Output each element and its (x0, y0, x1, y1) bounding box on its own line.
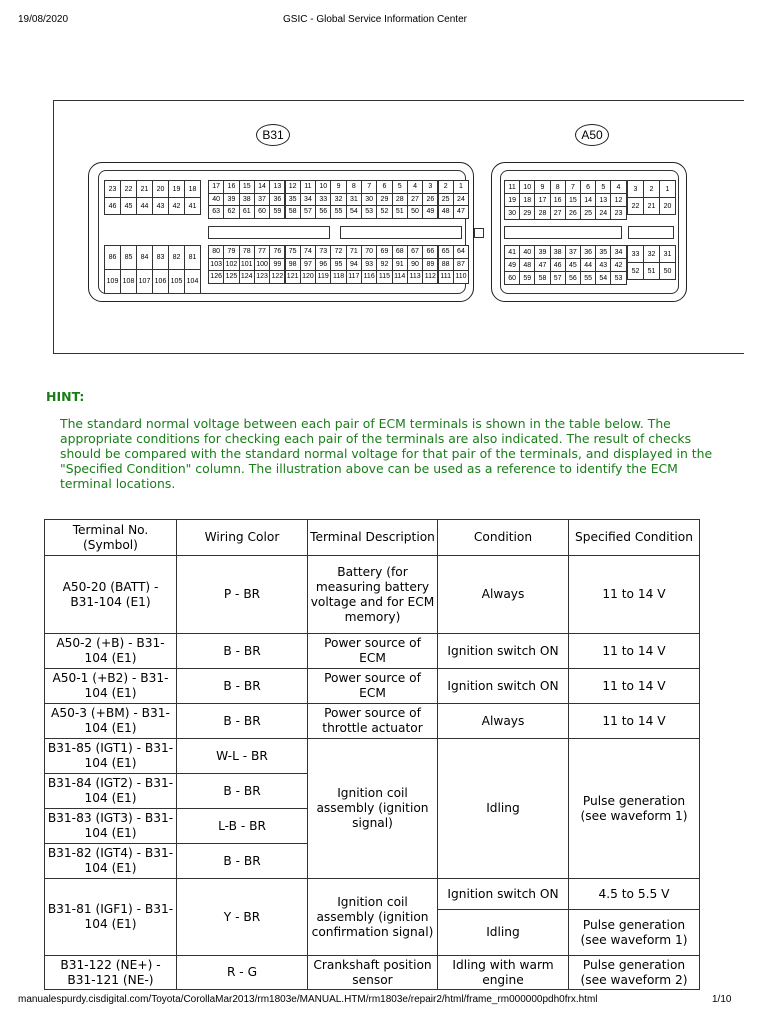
terminal-pin: 28 (534, 206, 550, 220)
terminal-pin: 54 (595, 271, 611, 285)
terminal-pin: 16 (550, 193, 566, 207)
terminal-pin: 114 (392, 270, 408, 284)
b31-key-slot (208, 226, 330, 239)
cell-condition: Ignition switch ON (438, 634, 569, 669)
terminal-pin: 83 (152, 245, 169, 270)
terminal-pin: 13 (595, 193, 611, 207)
terminal-pin: 26 (422, 193, 438, 207)
terminal-pin: 25 (438, 193, 454, 207)
terminal-pin: 95 (330, 258, 346, 272)
terminal-pin: 14 (254, 180, 270, 194)
terminal-pin: 101 (239, 258, 255, 272)
terminal-pin: 44 (136, 197, 153, 215)
terminal-pin: 119 (315, 270, 331, 284)
terminal-pin: 58 (534, 271, 550, 285)
terminal-pin: 92 (376, 258, 392, 272)
terminal-pin: 21 (136, 180, 153, 198)
terminal-pin: 79 (223, 245, 239, 259)
center-key-notch (474, 228, 484, 238)
cell-terminal: B31-85 (IGT1) - B31-104 (E1) (45, 739, 177, 774)
terminal-pin: 15 (565, 193, 581, 207)
terminal-pin: 5 (392, 180, 408, 194)
terminal-pin: 125 (223, 270, 239, 284)
terminal-pin: 70 (361, 245, 377, 259)
terminal-pin: 9 (534, 180, 550, 194)
page-url: manualespurdy.cisdigital.com/Toyota/CorollaMar2013/rm1803e/MANUAL.HTM/rm1803e/repair2/html/frame_rm000000pdh0frx.html (18, 994, 598, 1005)
terminal-pin: 55 (330, 205, 346, 219)
page-number: 1/10 (712, 994, 732, 1005)
b31-key-slot (340, 226, 462, 239)
terminal-pin: 27 (407, 193, 423, 207)
terminal-pin: 86 (104, 245, 121, 270)
terminal-pin: 98 (285, 258, 301, 272)
terminal-pin: 80 (208, 245, 224, 259)
terminal-pin: 44 (580, 258, 596, 272)
terminal-pin: 122 (269, 270, 285, 284)
terminal-pin: 116 (361, 270, 377, 284)
terminal-pin: 19 (168, 180, 185, 198)
terminal-pin: 33 (627, 245, 644, 263)
cell-spec: 11 to 14 V (569, 704, 700, 739)
terminal-pin: 105 (168, 269, 185, 294)
terminal-pin: 51 (643, 262, 660, 280)
cell-terminal: A50-20 (BATT) - B31-104 (E1) (45, 556, 177, 634)
terminal-pin: 57 (300, 205, 316, 219)
terminal-pin: 104 (184, 269, 201, 294)
terminal-pin: 40 (208, 193, 224, 207)
terminal-pin: 109 (104, 269, 121, 294)
terminal-pin: 21 (643, 197, 660, 215)
terminal-pin: 73 (315, 245, 331, 259)
terminal-pin: 121 (285, 270, 301, 284)
terminal-pin: 18 (184, 180, 201, 198)
terminal-pin: 103 (208, 258, 224, 272)
cell-description: Ignition coil assembly (ignition signal) (308, 739, 438, 879)
terminal-pin: 17 (534, 193, 550, 207)
terminal-pin: 84 (136, 245, 153, 270)
terminal-pin: 74 (300, 245, 316, 259)
terminal-pin: 46 (104, 197, 121, 215)
terminal-pin: 96 (315, 258, 331, 272)
print-date: 19/08/2020 (18, 14, 69, 25)
cell-spec: 11 to 14 V (569, 634, 700, 669)
terminal-pin: 91 (392, 258, 408, 272)
cell-color: P - BR (177, 556, 308, 634)
cell-condition: Idling with warm engine (438, 956, 569, 990)
terminal-pin: 52 (627, 262, 644, 280)
terminal-pin: 22 (120, 180, 137, 198)
terminal-pin: 57 (550, 271, 566, 285)
terminal-pin: 93 (361, 258, 377, 272)
terminal-pin: 4 (610, 180, 626, 194)
terminal-pin: 45 (565, 258, 581, 272)
cell-spec: 11 to 14 V (569, 556, 700, 634)
terminal-pin: 47 (453, 205, 469, 219)
terminal-pin: 63 (208, 205, 224, 219)
terminal-pin: 112 (422, 270, 438, 284)
table-row (45, 956, 700, 990)
terminal-pin: 111 (438, 270, 454, 284)
terminal-pin: 14 (580, 193, 596, 207)
cell-color: B - BR (177, 634, 308, 669)
terminal-pin: 30 (361, 193, 377, 207)
terminal-pin: 7 (565, 180, 581, 194)
terminal-pin: 94 (346, 258, 362, 272)
header-wiring-color: Wiring Color (177, 520, 308, 556)
terminal-pin: 59 (519, 271, 535, 285)
ecm-terminal-table (44, 519, 700, 990)
cell-color: B - BR (177, 844, 308, 879)
cell-spec: Pulse generation (see waveform 1) (569, 910, 700, 956)
terminal-pin: 88 (438, 258, 454, 272)
terminal-pin: 32 (330, 193, 346, 207)
hint-text: The standard normal voltage between each pair of ECM terminals is shown in the table below. The appropriate conditions for checking each pair of the terminals are also indicated. The result of checks should be compared with the standard normal voltage for that pair of the terminals, and displayed in the "Specified Condition" column. The illustration above can be used as a reference to identify the ECM terminal locations. (60, 416, 713, 491)
terminal-pin: 99 (269, 258, 285, 272)
terminal-pin: 13 (269, 180, 285, 194)
terminal-pin: 24 (453, 193, 469, 207)
terminal-pin: 69 (376, 245, 392, 259)
terminal-pin: 59 (269, 205, 285, 219)
terminal-pin: 8 (346, 180, 362, 194)
terminal-pin: 66 (422, 245, 438, 259)
terminal-pin: 49 (504, 258, 520, 272)
terminal-pin: 23 (610, 206, 626, 220)
terminal-pin: 48 (519, 258, 535, 272)
terminal-pin: 6 (376, 180, 392, 194)
terminal-pin: 64 (453, 245, 469, 259)
terminal-pin: 29 (376, 193, 392, 207)
terminal-pin: 12 (610, 193, 626, 207)
terminal-pin: 89 (422, 258, 438, 272)
cell-spec: 11 to 14 V (569, 669, 700, 704)
terminal-pin: 78 (239, 245, 255, 259)
terminal-pin: 52 (376, 205, 392, 219)
cell-description: Crankshaft position sensor (308, 956, 438, 990)
cell-description: Ignition coil assembly (ignition confirmation signal) (308, 879, 438, 956)
terminal-pin: 6 (580, 180, 596, 194)
terminal-pin: 41 (504, 245, 520, 259)
terminal-pin: 42 (610, 258, 626, 272)
terminal-pin: 123 (254, 270, 270, 284)
terminal-pin: 102 (223, 258, 239, 272)
terminal-pin: 32 (643, 245, 660, 263)
terminal-pin: 40 (519, 245, 535, 259)
cell-description: Power source of ECM (308, 669, 438, 704)
terminal-pin: 10 (519, 180, 535, 194)
terminal-pin: 3 (422, 180, 438, 194)
cell-condition: Ignition switch ON (438, 879, 569, 910)
terminal-pin: 1 (453, 180, 469, 194)
terminal-pin: 50 (659, 262, 676, 280)
terminal-pin: 51 (392, 205, 408, 219)
terminal-pin: 76 (269, 245, 285, 259)
terminal-pin: 20 (659, 197, 676, 215)
cell-color: R - G (177, 956, 308, 990)
terminal-pin: 118 (330, 270, 346, 284)
terminal-pin: 12 (285, 180, 301, 194)
terminal-pin: 3 (627, 180, 644, 198)
cell-color: B - BR (177, 774, 308, 809)
table-row (45, 556, 700, 634)
connector-label-a50: A50 (575, 124, 609, 146)
terminal-pin: 35 (595, 245, 611, 259)
terminal-pin: 85 (120, 245, 137, 270)
terminal-pin: 29 (519, 206, 535, 220)
table-row (45, 634, 700, 669)
terminal-pin: 67 (407, 245, 423, 259)
terminal-pin: 41 (184, 197, 201, 215)
terminal-pin: 33 (315, 193, 331, 207)
terminal-pin: 117 (346, 270, 362, 284)
terminal-pin: 10 (315, 180, 331, 194)
terminal-pin: 2 (438, 180, 454, 194)
terminal-pin: 43 (595, 258, 611, 272)
terminal-pin: 19 (504, 193, 520, 207)
terminal-pin: 68 (392, 245, 408, 259)
terminal-pin: 55 (580, 271, 596, 285)
terminal-pin: 56 (565, 271, 581, 285)
terminal-pin: 120 (300, 270, 316, 284)
terminal-pin: 62 (223, 205, 239, 219)
terminal-pin: 38 (550, 245, 566, 259)
terminal-pin: 106 (152, 269, 169, 294)
connector-label-b31: B31 (256, 124, 290, 146)
table-row (45, 739, 700, 774)
cell-condition: Always (438, 704, 569, 739)
terminal-pin: 113 (407, 270, 423, 284)
terminal-pin: 72 (330, 245, 346, 259)
terminal-pin: 54 (346, 205, 362, 219)
terminal-pin: 8 (550, 180, 566, 194)
terminal-pin: 60 (254, 205, 270, 219)
terminal-pin: 110 (453, 270, 469, 284)
terminal-pin: 124 (239, 270, 255, 284)
cell-description: Power source of throttle actuator (308, 704, 438, 739)
cell-terminal: B31-82 (IGT4) - B31-104 (E1) (45, 844, 177, 879)
cell-description: Power source of ECM (308, 634, 438, 669)
table-row (45, 669, 700, 704)
terminal-pin: 30 (504, 206, 520, 220)
cell-color: L-B - BR (177, 809, 308, 844)
header-terminal: Terminal No. (Symbol) (45, 520, 177, 556)
terminal-pin: 25 (580, 206, 596, 220)
terminal-pin: 34 (300, 193, 316, 207)
terminal-pin: 31 (659, 245, 676, 263)
terminal-pin: 17 (208, 180, 224, 194)
header-condition: Condition (438, 520, 569, 556)
terminal-pin: 107 (136, 269, 153, 294)
cell-color: W-L - BR (177, 739, 308, 774)
terminal-pin: 81 (184, 245, 201, 270)
table-header-row (45, 520, 700, 556)
terminal-pin: 42 (168, 197, 185, 215)
terminal-pin: 26 (565, 206, 581, 220)
terminal-pin: 7 (361, 180, 377, 194)
cell-terminal: B31-122 (NE+) - B31-121 (NE-) (45, 956, 177, 990)
cell-condition: Idling (438, 739, 569, 879)
terminal-pin: 115 (376, 270, 392, 284)
terminal-pin: 39 (534, 245, 550, 259)
terminal-pin: 97 (300, 258, 316, 272)
terminal-pin: 47 (534, 258, 550, 272)
terminal-pin: 126 (208, 270, 224, 284)
terminal-pin: 35 (285, 193, 301, 207)
header-description: Terminal Description (308, 520, 438, 556)
terminal-pin: 2 (643, 180, 660, 198)
cell-spec: Pulse generation (see waveform 1) (569, 739, 700, 879)
terminal-pin: 90 (407, 258, 423, 272)
terminal-pin: 82 (168, 245, 185, 270)
terminal-pin: 4 (407, 180, 423, 194)
terminal-pin: 53 (610, 271, 626, 285)
terminal-pin: 75 (285, 245, 301, 259)
terminal-pin: 15 (239, 180, 255, 194)
cell-spec: 4.5 to 5.5 V (569, 879, 700, 910)
cell-terminal: A50-2 (+B) - B31-104 (E1) (45, 634, 177, 669)
cell-terminal: B31-84 (IGT2) - B31-104 (E1) (45, 774, 177, 809)
terminal-pin: 38 (239, 193, 255, 207)
table-row (45, 879, 700, 910)
terminal-pin: 87 (453, 258, 469, 272)
terminal-pin: 18 (519, 193, 535, 207)
terminal-pin: 31 (346, 193, 362, 207)
terminal-pin: 24 (595, 206, 611, 220)
cell-condition: Idling (438, 910, 569, 956)
terminal-pin: 48 (438, 205, 454, 219)
terminal-pin: 37 (565, 245, 581, 259)
cell-condition: Ignition switch ON (438, 669, 569, 704)
cell-terminal: B31-83 (IGT3) - B31-104 (E1) (45, 809, 177, 844)
cell-condition: Always (438, 556, 569, 634)
hint-title: HINT: (46, 389, 85, 404)
terminal-pin: 36 (269, 193, 285, 207)
terminal-pin: 61 (239, 205, 255, 219)
terminal-pin: 39 (223, 193, 239, 207)
terminal-pin: 100 (254, 258, 270, 272)
terminal-pin: 49 (422, 205, 438, 219)
terminal-pin: 46 (550, 258, 566, 272)
terminal-pin: 53 (361, 205, 377, 219)
terminal-pin: 71 (346, 245, 362, 259)
terminal-pin: 37 (254, 193, 270, 207)
terminal-pin: 5 (595, 180, 611, 194)
terminal-pin: 23 (104, 180, 121, 198)
terminal-pin: 1 (659, 180, 676, 198)
cell-description: Battery (for measuring battery voltage and for ECM memory) (308, 556, 438, 634)
terminal-pin: 27 (550, 206, 566, 220)
terminal-pin: 65 (438, 245, 454, 259)
terminal-pin: 36 (580, 245, 596, 259)
terminal-pin: 45 (120, 197, 137, 215)
header-specified-condition: Specified Condition (569, 520, 700, 556)
cell-color: B - BR (177, 704, 308, 739)
terminal-pin: 34 (610, 245, 626, 259)
terminal-pin: 108 (120, 269, 137, 294)
table-row (45, 704, 700, 739)
terminal-pin: 58 (285, 205, 301, 219)
cell-terminal: A50-1 (+B2) - B31-104 (E1) (45, 669, 177, 704)
terminal-pin: 56 (315, 205, 331, 219)
cell-terminal: A50-3 (+BM) - B31-104 (E1) (45, 704, 177, 739)
terminal-pin: 11 (300, 180, 316, 194)
terminal-pin: 60 (504, 271, 520, 285)
terminal-pin: 11 (504, 180, 520, 194)
cell-color: Y - BR (177, 879, 308, 956)
a50-key-slot (628, 226, 674, 239)
terminal-pin: 50 (407, 205, 423, 219)
page-header-title: GSIC - Global Service Information Center (283, 14, 467, 25)
terminal-pin: 22 (627, 197, 644, 215)
terminal-pin: 9 (330, 180, 346, 194)
terminal-pin: 77 (254, 245, 270, 259)
terminal-pin: 16 (223, 180, 239, 194)
terminal-pin: 28 (392, 193, 408, 207)
cell-spec: Pulse generation (see waveform 2) (569, 956, 700, 990)
cell-terminal: B31-81 (IGF1) - B31-104 (E1) (45, 879, 177, 956)
cell-color: B - BR (177, 669, 308, 704)
terminal-pin: 20 (152, 180, 169, 198)
terminal-pin: 43 (152, 197, 169, 215)
a50-key-slot (504, 226, 622, 239)
